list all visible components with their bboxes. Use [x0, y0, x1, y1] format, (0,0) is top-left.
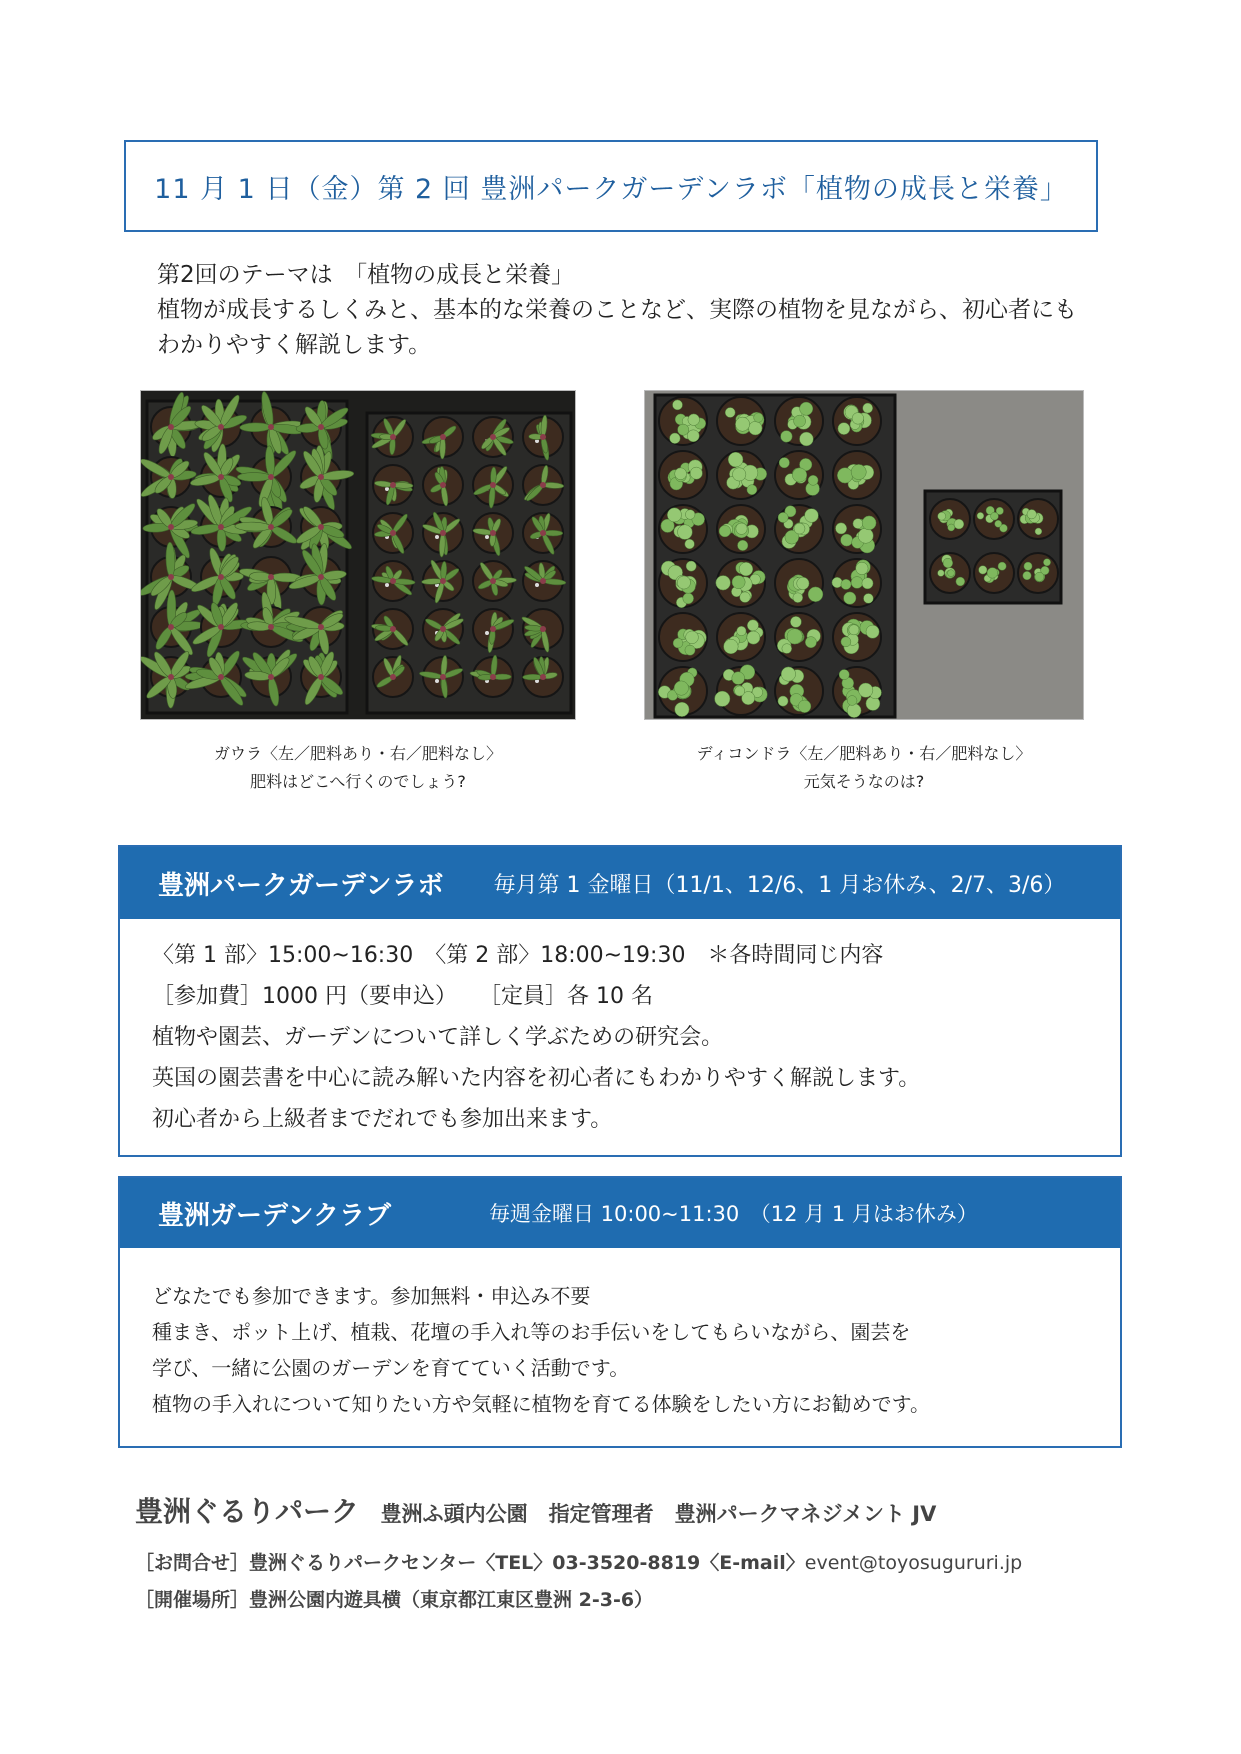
- garden-club-body: [120, 1248, 1120, 1422]
- garden-lab-line: 英国の園芸書を中心に読み解いた内容を初心者にもわかりやすく解説します。: [152, 1066, 921, 1091]
- intro-line-3: わかりやすく解説します。: [157, 332, 432, 358]
- garden-lab-header: [120, 847, 1120, 919]
- garden-lab-line: 植物や園芸、ガーデンについて詳しく学ぶための研究会。: [152, 1025, 724, 1050]
- gaura-caption: [140, 740, 576, 796]
- garden-club-schedule: 毎週金曜日 10:00~11:30 （12 月 1 月はお休み）: [488, 1202, 978, 1226]
- page-title: 11 月 1 日（金）第 2 回 豊洲パークガーデンラボ「植物の成長と栄養」: [154, 173, 1068, 205]
- garden-club-line: 種まき、ポット上げ、植栽、花壇の手入れ等のお手伝いをしてもらいながら、園芸を: [152, 1320, 911, 1344]
- park-manager: 豊洲ふ頭内公園 指定管理者 豊洲パークマネジメント JV: [380, 1502, 937, 1526]
- garden-club-line: どなたでも参加できます。参加無料・申込み不要: [152, 1284, 591, 1308]
- park-name: 豊洲ぐるりパーク: [135, 1495, 360, 1528]
- garden-club-line: 植物の手入れについて知りたい方や気軽に植物を育てる体験をしたい方にお勧めです。: [152, 1392, 930, 1416]
- title-box: [124, 140, 1098, 232]
- garden-lab-line: 〈第 1 部〉15:00~16:30 〈第 2 部〉18:00~19:30 ＊各時間同じ内容: [152, 943, 884, 968]
- garden-lab-name: 豊洲パークガーデンラボ: [158, 870, 444, 901]
- garden-lab-section: [118, 845, 1122, 1157]
- dichondra-caption-line-1: ディコンドラ〈左／肥料あり・右／肥料なし〉: [696, 744, 1032, 763]
- dichondra-photo: [644, 390, 1084, 720]
- footer-organization: [135, 1490, 936, 1530]
- garden-club-section: [118, 1176, 1122, 1448]
- garden-lab-line: ［参加費］1000 円（要申込） ［定員］各 10 名: [152, 984, 653, 1009]
- gaura-photo: [140, 390, 576, 720]
- intro-line-1: 第2回のテーマは 「植物の成長と栄養」: [157, 262, 575, 288]
- contact-info: ［お問合せ］豊洲ぐるりパークセンター〈TEL〉03-3520-8819〈E-mail〉: [135, 1552, 805, 1574]
- garden-club-name: 豊洲ガーデンクラブ: [158, 1200, 391, 1231]
- email-address: event@toyosugururi.jp: [804, 1552, 1023, 1574]
- intro-line-2: 植物が成長するしくみと、基本的な栄養のことなど、実際の植物を見ながら、初心者にも: [157, 297, 1077, 323]
- garden-lab-body: [120, 919, 1120, 1140]
- gaura-caption-line-2: 肥料はどこへ行くのでしょう?: [250, 772, 466, 791]
- dichondra-caption: [644, 740, 1084, 796]
- garden-lab-schedule: 毎月第 1 金曜日（11/1、12/6、1 月お休み、2/7、3/6）: [493, 872, 1066, 898]
- intro-text: [157, 258, 1117, 363]
- footer-contact: [135, 1548, 1022, 1575]
- garden-club-header: [120, 1178, 1120, 1248]
- dichondra-caption-line-2: 元気そうなのは?: [803, 772, 925, 791]
- footer-venue: ［開催場所］豊洲公園内遊具横（東京都江東区豊洲 2-3-6）: [135, 1589, 654, 1611]
- gaura-caption-line-1: ガウラ〈左／肥料あり・右／肥料なし〉: [213, 744, 502, 763]
- garden-club-line: 学び、一緒に公園のガーデンを育てていく活動です。: [152, 1356, 630, 1380]
- garden-lab-line: 初心者から上級者までだれでも参加出来ます。: [152, 1107, 613, 1132]
